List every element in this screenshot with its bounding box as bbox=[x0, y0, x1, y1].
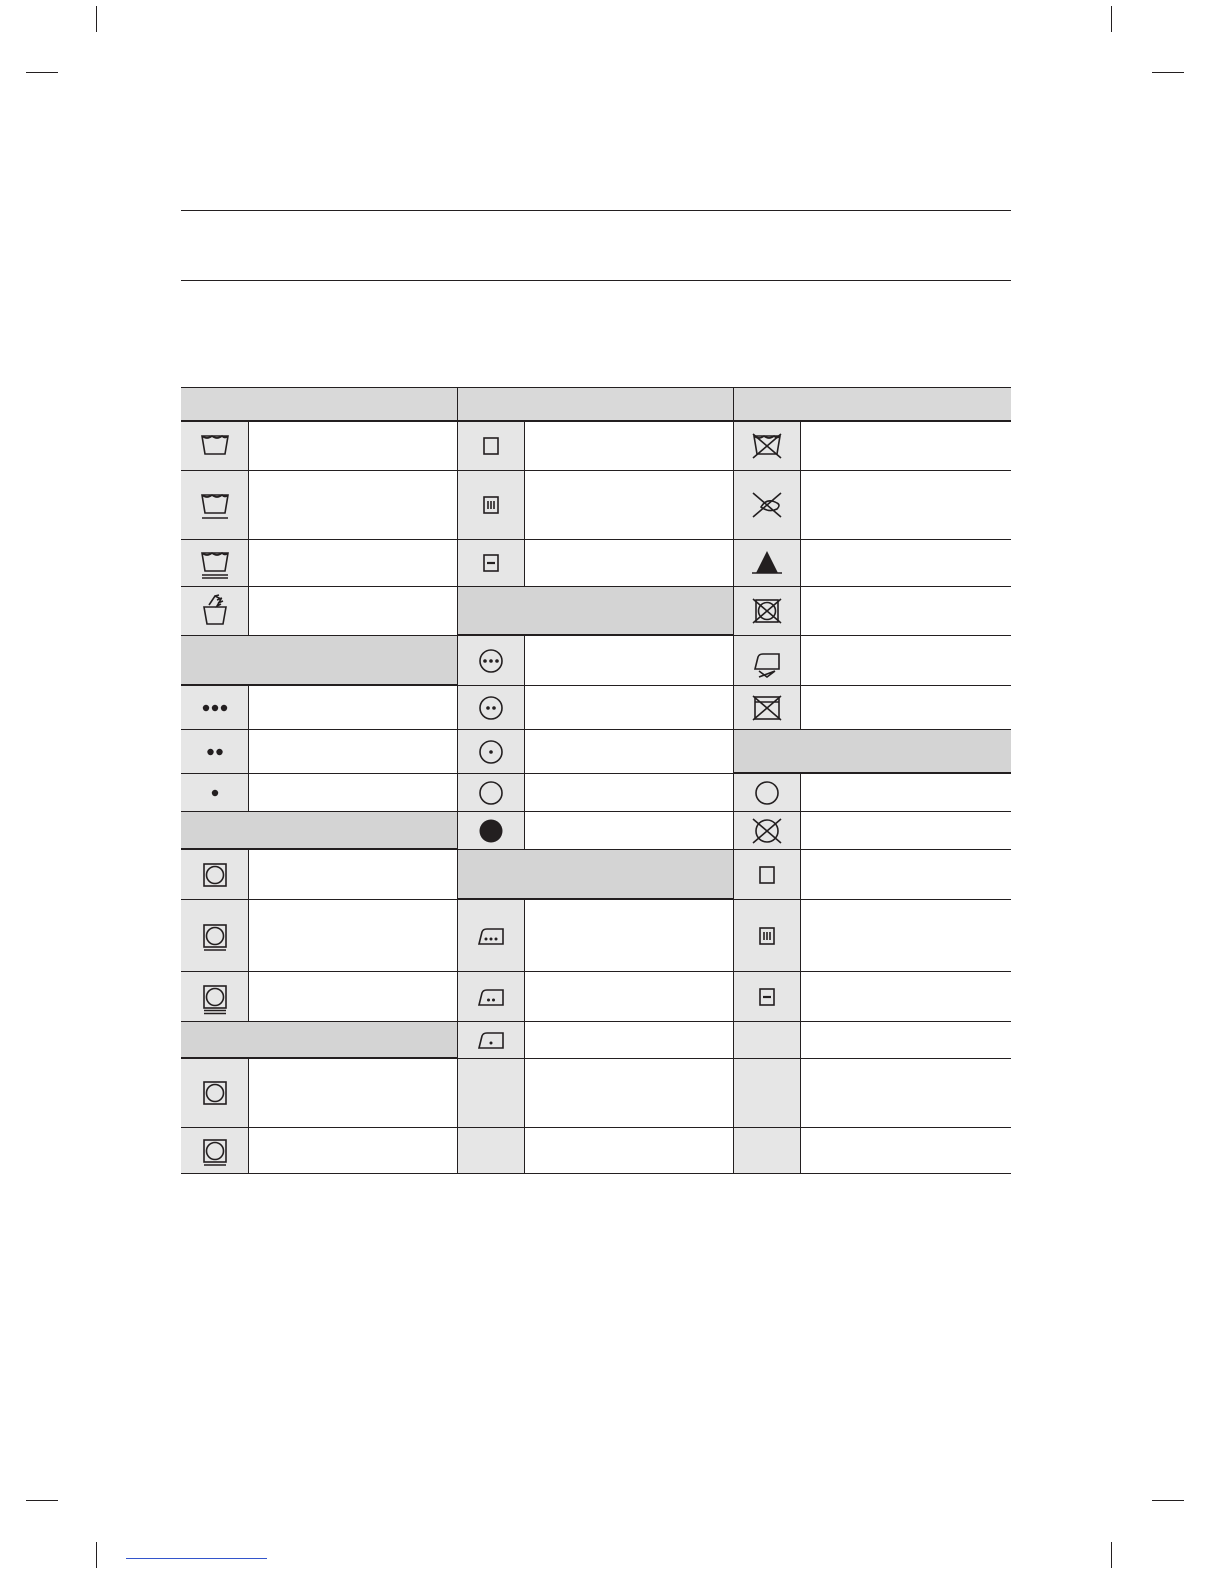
square-empty-icon bbox=[747, 855, 787, 895]
symbol-description bbox=[801, 539, 1011, 586]
symbol-cell bbox=[457, 971, 525, 1021]
hand-wash-icon bbox=[195, 591, 235, 631]
tumble-dry-one-bar-icon bbox=[195, 916, 235, 956]
symbol-cell bbox=[457, 1021, 525, 1058]
symbol-cell bbox=[457, 729, 525, 773]
symbol-description bbox=[525, 1127, 734, 1173]
symbol-description bbox=[801, 849, 1011, 899]
symbol-description bbox=[801, 773, 1011, 811]
symbol-description bbox=[525, 971, 734, 1021]
symbol-description bbox=[525, 539, 734, 586]
table-row bbox=[181, 421, 1011, 470]
symbol-description bbox=[249, 586, 457, 635]
table-row bbox=[181, 470, 1011, 539]
symbol-description bbox=[525, 729, 734, 773]
symbol-description bbox=[801, 811, 1011, 849]
table-row bbox=[181, 1021, 1011, 1058]
do-not-dry-clean-icon bbox=[747, 811, 787, 851]
symbol-cell bbox=[181, 586, 249, 635]
square-one-dash-icon bbox=[471, 543, 511, 583]
section-subheader bbox=[733, 729, 1011, 773]
symbol-cell bbox=[457, 635, 525, 685]
symbol-description bbox=[801, 899, 1011, 971]
table-row bbox=[181, 729, 1011, 773]
symbol-cell bbox=[733, 470, 801, 539]
symbol-cell bbox=[457, 685, 525, 729]
table-bottom-rule bbox=[181, 1173, 1011, 1174]
table-row bbox=[181, 899, 1011, 971]
crop-mark bbox=[1111, 1542, 1112, 1568]
symbol-description bbox=[801, 635, 1011, 685]
symbol-cell bbox=[733, 811, 801, 849]
tumble-dry-one-bar-icon bbox=[195, 1131, 235, 1171]
circle-three-dots-icon bbox=[471, 641, 511, 681]
symbol-description bbox=[525, 685, 734, 729]
symbol-description bbox=[801, 685, 1011, 729]
symbol-description bbox=[249, 1058, 457, 1127]
symbol-description bbox=[801, 971, 1011, 1021]
table-row bbox=[181, 773, 1011, 811]
table-row bbox=[181, 539, 1011, 586]
square-empty-icon bbox=[471, 426, 511, 466]
column-header bbox=[733, 387, 1011, 421]
symbol-cell bbox=[181, 729, 249, 773]
square-one-dash-icon bbox=[747, 977, 787, 1017]
column-divider bbox=[457, 387, 458, 1174]
three-dots-icon bbox=[195, 688, 235, 728]
symbol-cell bbox=[181, 1058, 249, 1127]
crop-mark bbox=[96, 1542, 97, 1568]
circle-filled-icon bbox=[471, 811, 511, 851]
circle-two-dots-icon bbox=[471, 688, 511, 728]
symbol-description bbox=[525, 421, 734, 470]
symbol-description bbox=[525, 635, 734, 685]
iron-three-dots-icon bbox=[471, 916, 511, 956]
crop-mark bbox=[26, 72, 58, 73]
symbol-description bbox=[525, 773, 734, 811]
table-row bbox=[181, 586, 1011, 635]
two-dots-icon bbox=[195, 732, 235, 772]
symbol-cell bbox=[457, 1127, 525, 1173]
table-row bbox=[181, 1127, 1011, 1173]
symbol-description bbox=[801, 1021, 1011, 1058]
iron-one-dot-icon bbox=[471, 1020, 511, 1060]
symbol-description bbox=[249, 421, 457, 470]
circle-empty-icon bbox=[471, 773, 511, 813]
symbol-cell bbox=[733, 849, 801, 899]
symbol-cell bbox=[457, 773, 525, 811]
do-not-tumble-dry-icon bbox=[747, 591, 787, 631]
symbol-cell bbox=[733, 1058, 801, 1127]
symbol-description bbox=[525, 811, 734, 849]
symbol-description bbox=[249, 539, 457, 586]
square-three-lines-icon bbox=[471, 485, 511, 525]
table-row bbox=[181, 635, 1011, 685]
crop-mark bbox=[1152, 72, 1184, 73]
symbol-description bbox=[525, 899, 734, 971]
do-not-bleach-icon bbox=[747, 543, 787, 583]
symbol-cell bbox=[733, 899, 801, 971]
symbol-cell bbox=[181, 421, 249, 470]
wash-tub-one-bar-icon bbox=[195, 485, 235, 525]
symbol-cell bbox=[733, 1127, 801, 1173]
crop-mark bbox=[1111, 6, 1112, 32]
symbol-description bbox=[801, 470, 1011, 539]
symbol-cell bbox=[181, 971, 249, 1021]
symbol-description bbox=[249, 685, 457, 729]
symbol-cell bbox=[733, 539, 801, 586]
table-row bbox=[181, 685, 1011, 729]
square-three-lines-icon bbox=[747, 916, 787, 956]
symbol-cell bbox=[457, 1058, 525, 1127]
symbol-description bbox=[525, 1058, 734, 1127]
symbol-cell bbox=[733, 685, 801, 729]
section-subheader bbox=[457, 586, 734, 635]
tumble-dry-icon bbox=[195, 1073, 235, 1113]
iron-two-dots-icon bbox=[471, 977, 511, 1017]
symbol-description bbox=[249, 849, 457, 899]
symbol-cell bbox=[181, 899, 249, 971]
crop-mark bbox=[26, 1500, 58, 1501]
table-row bbox=[181, 971, 1011, 1021]
section-subheader bbox=[457, 849, 734, 899]
symbol-cell bbox=[181, 470, 249, 539]
table-row bbox=[181, 811, 1011, 849]
do-not-wring-icon bbox=[747, 485, 787, 525]
symbol-description bbox=[801, 421, 1011, 470]
circle-empty-icon bbox=[747, 773, 787, 813]
one-dot-icon bbox=[195, 773, 235, 813]
symbol-description bbox=[801, 586, 1011, 635]
table-row bbox=[181, 1058, 1011, 1127]
symbol-description bbox=[249, 1127, 457, 1173]
table-header-row bbox=[181, 387, 1011, 421]
symbol-cell bbox=[181, 849, 249, 899]
symbol-cell bbox=[733, 635, 801, 685]
crop-mark bbox=[96, 6, 97, 32]
symbol-description bbox=[249, 971, 457, 1021]
symbol-description bbox=[249, 470, 457, 539]
symbol-cell bbox=[181, 773, 249, 811]
symbol-description bbox=[249, 899, 457, 971]
do-not-steam-iron-icon bbox=[747, 641, 787, 681]
symbol-description bbox=[801, 1058, 1011, 1127]
symbol-cell bbox=[733, 586, 801, 635]
tumble-dry-two-bars-icon bbox=[195, 977, 235, 1017]
symbol-description bbox=[249, 729, 457, 773]
wash-tub-two-bars-icon bbox=[195, 543, 235, 583]
symbol-description bbox=[525, 470, 734, 539]
symbol-cell bbox=[733, 971, 801, 1021]
title-top-rule bbox=[181, 210, 1011, 211]
symbol-cell bbox=[181, 539, 249, 586]
symbol-cell bbox=[733, 1021, 801, 1058]
symbol-cell bbox=[457, 899, 525, 971]
symbol-cell bbox=[457, 811, 525, 849]
do-not-wash-icon bbox=[747, 426, 787, 466]
section-subheader bbox=[181, 635, 457, 685]
symbol-cell bbox=[733, 421, 801, 470]
symbol-cell bbox=[457, 421, 525, 470]
tumble-dry-icon bbox=[195, 855, 235, 895]
symbol-description bbox=[801, 1127, 1011, 1173]
symbol-description bbox=[249, 773, 457, 811]
crop-mark bbox=[1152, 1500, 1184, 1501]
symbol-description bbox=[525, 1021, 734, 1058]
section-subheader bbox=[181, 1021, 457, 1058]
symbol-cell bbox=[181, 685, 249, 729]
symbol-cell bbox=[733, 773, 801, 811]
table-row bbox=[181, 849, 1011, 899]
title-bottom-rule bbox=[181, 280, 1011, 281]
circle-one-dot-icon bbox=[471, 732, 511, 772]
symbol-cell bbox=[457, 470, 525, 539]
column-header bbox=[457, 387, 734, 421]
column-header bbox=[181, 387, 457, 421]
section-subheader bbox=[181, 811, 457, 849]
do-not-dry-flat-icon bbox=[747, 688, 787, 728]
symbol-cell bbox=[457, 539, 525, 586]
column-divider bbox=[733, 387, 734, 1174]
symbol-cell bbox=[181, 1127, 249, 1173]
wash-tub-icon bbox=[195, 426, 235, 466]
footer-link[interactable] bbox=[126, 1558, 267, 1559]
